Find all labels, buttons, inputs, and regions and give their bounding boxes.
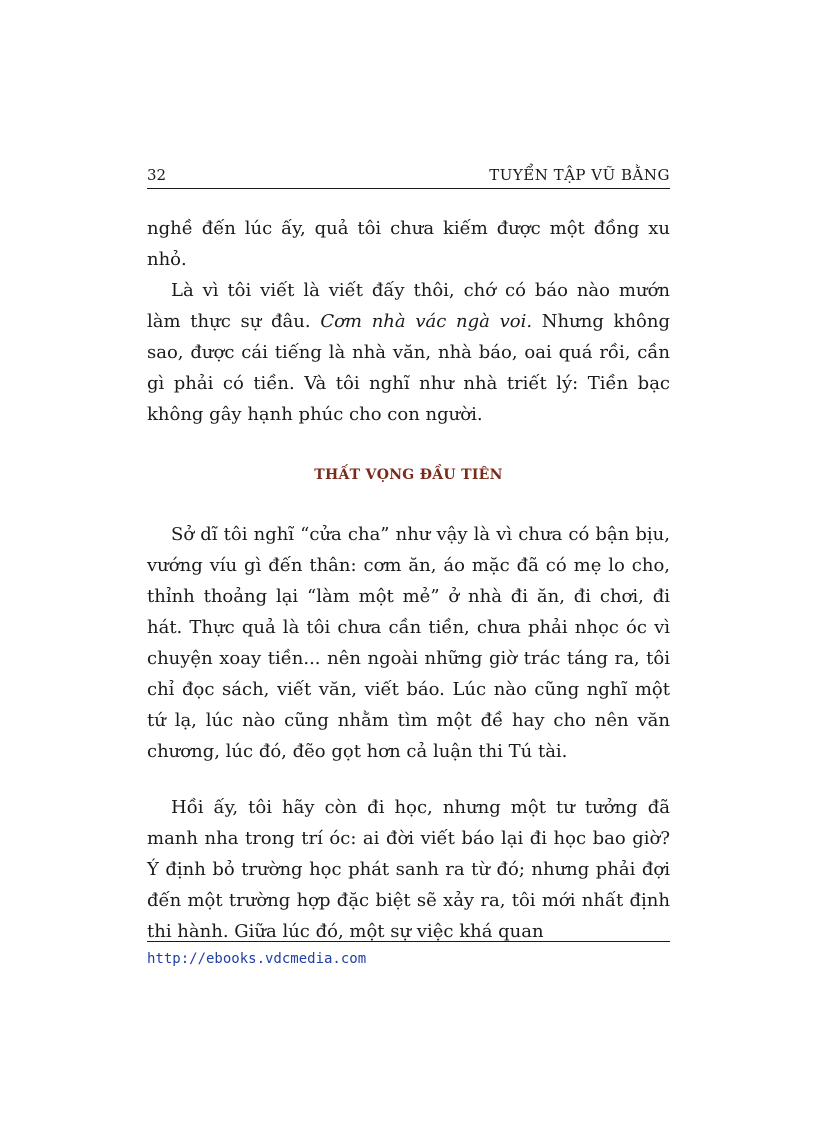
italic-phrase: Cơm nhà vác ngà voi. <box>320 311 533 332</box>
paragraph: Sở dĩ tôi nghĩ “cửa cha” như vậy là vì chưa có bận bịu, vướng víu gì đến thân: cơm ăn, áo mặc đã có mẹ lo cho, thỉnh thoảng lại “làm một mẻ” ở nhà đi ăn, đi chơi, đi hát. Thực quả là tôi chưa cần tiền, chưa phải nhọc óc vì chuyện xoay tiền... nên ngoài những giờ trác táng ra, tôi chỉ đọc sách, viết văn, viết báo. Lúc nào cũng nghĩ một tứ lạ, lúc nào cũng nhằm tìm một đề hay cho nên văn chương, lúc đó, đẽo gọt hơn cả luận thi Tú tài. <box>147 524 670 762</box>
header-divider <box>147 188 670 189</box>
page-header <box>147 163 670 187</box>
paragraph <box>147 275 670 430</box>
footer-divider <box>147 941 670 942</box>
paragraph: Hồi ấy, tôi hãy còn đi học, nhưng một tư tưởng đã manh nha trong trí óc: ai đời viết báo lại đi học bao giờ? Ý định bỏ trường học phát sanh ra từ đó; nhưng phải đợi đến một trường hợp đặc biệt sẽ xảy ra, tôi mới nhất định thi hành. Giữa lúc đó, một sự việc khá quan <box>147 797 670 942</box>
running-title: TUYỂN TẬP VŨ BẰNG <box>489 166 670 184</box>
paragraph-text: Là vì tôi viết là viết đấy thôi, chớ có báo nào mướn làm thực sự đâu. <box>147 280 670 332</box>
footer-link[interactable]: http://ebooks.vdcmedia.com <box>147 951 367 967</box>
section-heading: THẤT VỌNG ĐẦU TIÊN <box>314 467 503 483</box>
body-text <box>147 213 670 947</box>
paragraph-continued: nghề đến lúc ấy, quả tôi chưa kiếm được một đồng xu nhỏ. <box>147 218 670 270</box>
page-number: 32 <box>147 166 167 184</box>
paragraph-text: Nhưng không sao, được cái tiếng là nhà văn, nhà báo, oai quá rồi, cần gì phải có tiền. Và tôi nghĩ như nhà triết lý: Tiền bạc không gây hạnh phúc cho con người. <box>147 311 671 425</box>
